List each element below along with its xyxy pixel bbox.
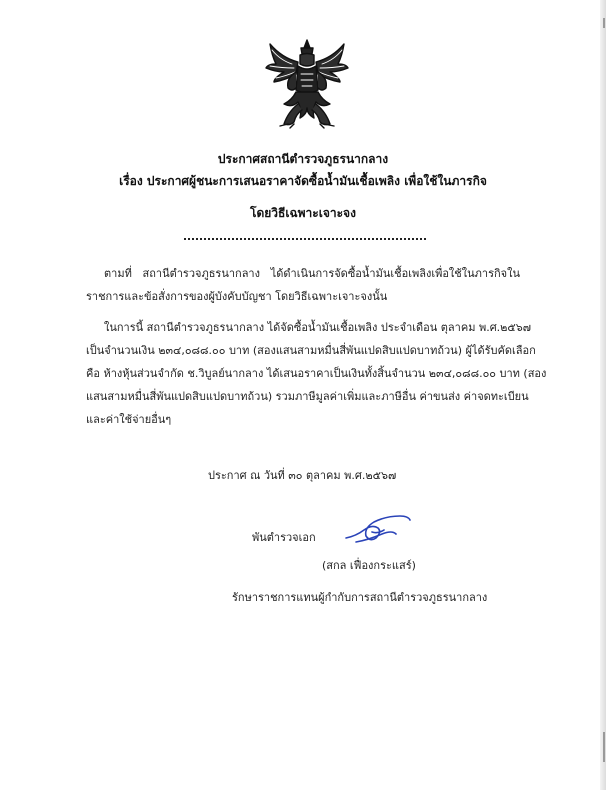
subject-heading: เรื่อง ประกาศผู้ชนะการเสนอราคาจัดซื้อน้ำมันเชื้อเพลิง เพื่อใช้ในภารกิจ	[119, 174, 487, 188]
signer-rank: พันตำรวจเอก	[252, 531, 316, 544]
paragraph1-line1: ตามที่ สถานีตำรวจภูธรนากลาง ได้ดำเนินการจัดซื้อน้ำมันเชื้อเพลิงเพื่อใช้ในภารกิจใน	[104, 267, 520, 280]
agency-announcement-heading: ประกาศสถานีตำรวจภูธรนากลาง	[217, 152, 389, 166]
page-edge-shadow	[600, 0, 606, 790]
signer-position: รักษาราชการแทนผู้กำกับการสถานีตำรวจภูธรนากลาง	[232, 591, 488, 604]
date-line: ประกาศ ณ วันที่ ๓๐ ตุลาคม พ.ศ.๒๕๖๗	[208, 469, 397, 482]
dotted-divider	[184, 238, 426, 240]
paragraph2-line1: ในการนี้ สถานีตำรวจภูธรนากลาง ได้จัดซื้อน้ำมันเชื้อเพลิง ประจำเดือน ตุลาคม พ.ศ.๒๕๖๗	[104, 321, 532, 334]
paragraph2-line5: และค่าใช้จ่ายอื่นๆ	[86, 413, 172, 426]
paragraph2-line4: แสนสามหมื่นสี่พันแปดสิบแปดบาทถ้วน) รวมภาษีมูลค่าเพิ่มและภาษีอื่น ค่าขนส่ง ค่าจดทะเบียน	[86, 390, 529, 403]
paragraph2-line2: เป็นจำนวนเงิน ๒๓๔,๐๘๘.๐๐ บาท (สองแสนสามหมื่นสี่พันแปดสิบแปดบาทถ้วน) ผู้ได้รับคัดเลือก	[86, 344, 536, 357]
handwritten-signature	[342, 512, 414, 548]
paragraph2-line3: คือ ห้างหุ้นส่วนจำกัด ช.วิบูลย์นากลาง ได้เสนอราคาเป็นเงินทั้งสิ้นจำนวน ๒๓๔,๐๘๘.๐๐ บาท (สอง	[86, 367, 547, 380]
paragraph1-line2: ราชการและข้อสั่งการของผู้บังคับบัญชา โดยวิธีเฉพาะเจาะจงนั้น	[86, 290, 388, 303]
method-heading: โดยวิธีเฉพาะเจาะจง	[250, 206, 356, 220]
garuda-emblem-icon	[262, 38, 352, 132]
signer-name: (สกล เฟื่องกระแสร์)	[322, 559, 416, 572]
